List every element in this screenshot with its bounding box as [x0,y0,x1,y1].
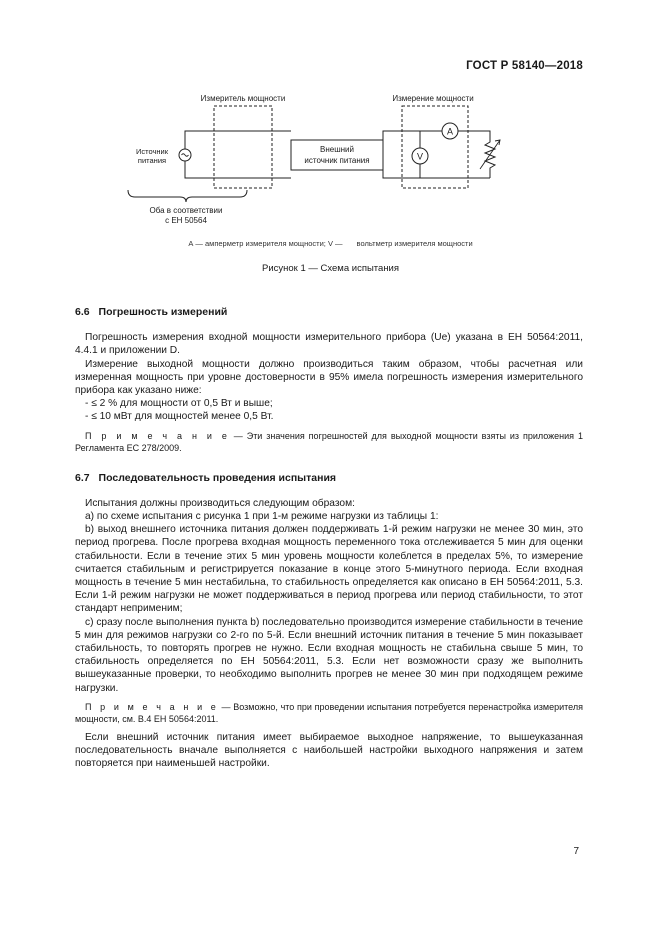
paragraph: Испытания должны производиться следующим образом: [85,497,355,509]
ext-source-label-1: Внешний [320,145,354,154]
legend-voltmeter: вольтметр измерителя мощности [356,239,473,248]
bracket [128,190,247,202]
ext-source-label-2: источник питания [304,156,370,165]
test-circuit-diagram [0,0,661,300]
bracket-label-2: с ЕН 50564 [165,216,207,225]
voltmeter-label: V [416,151,424,162]
bracket-label-1: Оба в соответствии [149,206,223,215]
list-item: - ≤ 2 % для мощности от 0,5 Вт и выше; [85,398,273,410]
source-label-1: Источник [135,147,169,156]
power-measure-dashed-box [402,106,468,188]
ammeter-label: A [446,126,454,137]
section-number: 6.7 [75,471,90,484]
section-heading-6-6 [75,306,583,319]
list-item: - ≤ 10 мВт для мощностей менее 0,5 Вт. [85,411,274,423]
section-title: Погрешность измерений [98,306,228,318]
figure-legend [0,239,661,248]
power-measure-label: Измерение мощности [392,94,474,103]
figure-caption: Рисунок 1 — Схема испытания [261,263,400,274]
source-label-2: питания [137,156,167,165]
page-number: 7 [573,846,579,857]
list-item-a: а) по схеме испытания с рисунка 1 при 1-м режиме нагрузки из таблицы 1: [85,511,439,523]
power-meter-label: Измеритель мощности [200,94,286,103]
section-heading-6-7 [75,472,583,485]
variable-load-resistor [485,138,495,178]
note [75,430,583,454]
note-label: П р и м е ч а н и е [85,701,219,712]
note-label: П р и м е ч а н и е [85,430,230,441]
section-title: Последовательность проведения испытания [98,471,337,484]
list-item-c: с) сразу после выполнения пункта b) последовательно производится измерение стабильности в течение 5 мин для режимов нагрузки со 2-го по 5-й. Если внешний источник питания в течение 5 мин показывает стабильность, то повторять прогрев не нужно. Если входная мощность не стабильна свыше 5 мин, то стабильность определяется по ЕН 50564:2011, 5.3. Если нет возможности сразу же выполнить вышеуказанные проверки, то необходимо выполнить прогрев не менее 30 мин при подходящем режиме нагрузки. [75,616,583,694]
paragraph: Если внешний источник питания имеет выбираемое выходное напряжение, то вышеуказанная последовательность вначале выполняется с наибольшей настройки выходного напряжения и затем повторяется при наименьшей настройки. [75,731,583,770]
standard-designation: ГОСТ Р 58140—2018 [466,60,583,72]
note-text: — Эти значения погрешностей для выходной мощности взяты из приложения 1 Регламента ЕС 278/2009. [75,430,583,453]
list-item-b: b) выход внешнего источника питания должен поддерживать 1-й режим нагрузки не менее 30 мин, это период прогрева. После прогрева входная мощность переменного тока отслеживается 5 мин для оценки стабильности. Если в течение этих 5 мин уровень мощности колеблется в пределах 5%, то измерение считается стабильным и регистрируется показание в конце этого 5-минутного периода. Если входная мощность в течение 5 мин нестабильна, то стабильность определяется как описано в ЕН 50564:2011, 5.3. Если 1-й режим нагрузки не может поддерживаться в период прогрева или период стабильности, то этот стандарт неприменим; [75,524,583,615]
power-meter-dashed-box [214,106,272,188]
paragraph: Погрешность измерения входной мощности измерительного прибора (Ue) указана в ЕН 50564:2011, 4.4.1 и приложении D. [75,332,583,357]
main-text [75,306,583,770]
note [75,701,583,725]
note-text: — Возможно, что при проведении испытания потребуется перенастройка измерителя мощности, см. В.4 ЕН 50564:2011. [75,701,583,724]
section-number: 6.6 [75,306,90,318]
legend-ammeter: А — амперметр измерителя мощности; V — [188,239,343,248]
paragraph: Измерение выходной мощности должно производиться таким образом, чтобы расчетная или измеренная мощность при уровне достоверности в 95% имела погрешность измерения измерительного прибора как указано ниже: [75,358,583,397]
